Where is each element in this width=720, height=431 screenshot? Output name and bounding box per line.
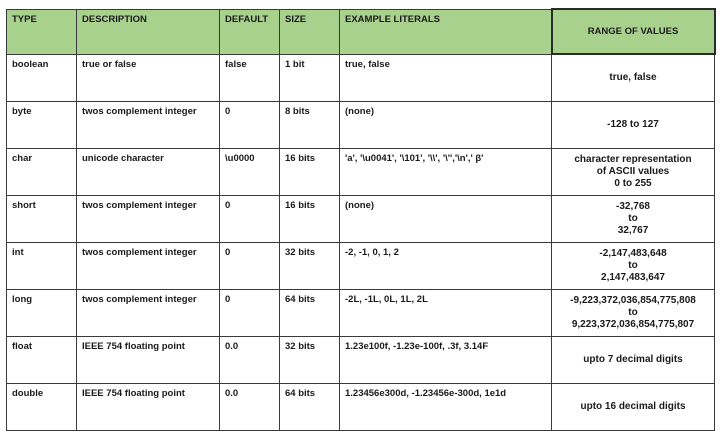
range-line: 32,767	[617, 225, 649, 236]
cell-example-literals: true, false	[340, 54, 552, 102]
cell-size: 64 bits	[280, 384, 340, 431]
cell-description: unicode character	[77, 149, 220, 196]
cell-default: 0	[220, 196, 280, 243]
cell-range-of-values	[552, 243, 715, 290]
table-row	[7, 290, 715, 337]
header-example-literals: EXAMPLE LITERALS	[340, 9, 552, 54]
cell-range-of-values	[552, 337, 715, 384]
table-row	[7, 196, 715, 243]
table-row	[7, 54, 715, 102]
cell-size: 16 bits	[280, 196, 340, 243]
cell-size: 64 bits	[280, 290, 340, 337]
cell-size: 32 bits	[280, 243, 340, 290]
cell-type: byte	[7, 102, 77, 149]
range-line: to	[628, 213, 638, 224]
range-line: -32,768	[616, 201, 650, 212]
cell-size: 16 bits	[280, 149, 340, 196]
range-line: 0 to 255	[614, 178, 652, 189]
range-line: to	[628, 307, 638, 318]
cell-description: twos complement integer	[77, 290, 220, 337]
cell-description: twos complement integer	[77, 243, 220, 290]
range-line: character representation	[574, 154, 692, 165]
cell-description: twos complement integer	[77, 196, 220, 243]
cell-range-of-values	[552, 290, 715, 337]
cell-size: 8 bits	[280, 102, 340, 149]
cell-default: false	[220, 54, 280, 102]
cell-type: short	[7, 196, 77, 243]
table-row	[7, 337, 715, 384]
cell-default: 0	[220, 243, 280, 290]
cell-default: 0.0	[220, 337, 280, 384]
cell-range-of-values	[552, 196, 715, 243]
cell-example-literals: -2, -1, 0, 1, 2	[340, 243, 552, 290]
header-row	[7, 9, 715, 54]
cell-description: IEEE 754 floating point	[77, 384, 220, 431]
cell-type: boolean	[7, 54, 77, 102]
header-range-of-values: RANGE OF VALUES	[552, 9, 715, 54]
range-line: upto 7 decimal digits	[583, 354, 683, 365]
cell-default: 0.0	[220, 384, 280, 431]
cell-size: 1 bit	[280, 54, 340, 102]
cell-description: twos complement integer	[77, 102, 220, 149]
cell-default: 0	[220, 102, 280, 149]
cell-range-of-values	[552, 102, 715, 149]
range-line: 2,147,483,647	[601, 272, 665, 283]
header-type: TYPE	[7, 9, 77, 54]
range-line: -128 to 127	[607, 119, 659, 130]
range-line: to	[628, 260, 638, 271]
cell-range-of-values	[552, 384, 715, 431]
table-row	[7, 149, 715, 196]
header-description: DESCRIPTION	[77, 9, 220, 54]
cell-type: float	[7, 337, 77, 384]
cell-description: IEEE 754 floating point	[77, 337, 220, 384]
table-row	[7, 243, 715, 290]
cell-range-of-values	[552, 54, 715, 102]
range-line: true, false	[609, 72, 657, 83]
cell-default: \u0000	[220, 149, 280, 196]
table-body	[7, 54, 715, 431]
header-default: DEFAULT	[220, 9, 280, 54]
range-line: -9,223,372,036,854,775,808	[570, 295, 696, 306]
header-size: SIZE	[280, 9, 340, 54]
cell-description: true or false	[77, 54, 220, 102]
table-row	[7, 384, 715, 431]
cell-example-literals: -2L, -1L, 0L, 1L, 2L	[340, 290, 552, 337]
cell-range-of-values	[552, 149, 715, 196]
cell-example-literals: (none)	[340, 196, 552, 243]
cell-type: int	[7, 243, 77, 290]
range-line: of ASCII values	[596, 166, 670, 177]
cell-type: char	[7, 149, 77, 196]
cell-example-literals: 'a', '\u0041', '\101', '\\', '\'','\n',' β'	[340, 149, 552, 196]
cell-example-literals: 1.23e100f, -1.23e-100f, .3f, 3.14F	[340, 337, 552, 384]
range-line: upto 16 decimal digits	[580, 401, 686, 412]
java-primitive-types-table	[6, 8, 716, 431]
cell-size: 32 bits	[280, 337, 340, 384]
cell-example-literals: 1.23456e300d, -1.23456e-300d, 1e1d	[340, 384, 552, 431]
table-row	[7, 102, 715, 149]
range-line: -2,147,483,648	[599, 248, 667, 259]
cell-type: double	[7, 384, 77, 431]
cell-default: 0	[220, 290, 280, 337]
cell-example-literals: (none)	[340, 102, 552, 149]
range-line: 9,223,372,036,854,775,807	[571, 319, 695, 330]
cell-type: long	[7, 290, 77, 337]
